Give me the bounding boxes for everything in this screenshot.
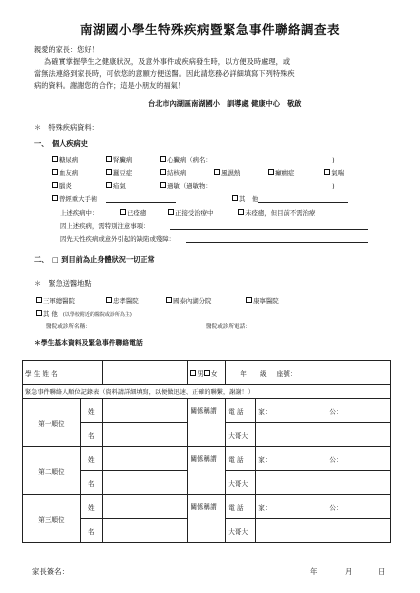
priority-1-mobile-label: 大哥大 <box>226 423 256 447</box>
priority-3-mobile-label: 大哥大 <box>226 519 256 543</box>
allergy-close-paren: ) <box>332 182 335 190</box>
checkbox-not-cured[interactable]: 未痊癒，但目前不需治療 <box>238 208 315 217</box>
section-1-heading: 一、 個人疾病史 <box>34 139 88 148</box>
intro-paragraph-line-2: 當無法連絡到家長時，可依您的意願方便送醫。因此請您務必詳細填寫下列特殊疾 <box>34 69 295 78</box>
grade-seat-cell[interactable]: 年 級 座號： <box>226 361 391 385</box>
hospital-name-label: 醫院或診所名稱： <box>46 324 91 330</box>
priority-3-given-name-label: 名 <box>80 519 102 543</box>
contact-heading: ＊學生基本資料及緊急事件聯絡電話 <box>34 339 143 347</box>
checkbox-female[interactable] <box>204 370 210 376</box>
hospital-other-note: (以學校附近的醫院或診所為主) <box>62 312 132 318</box>
priority-2-mobile-input[interactable] <box>256 471 391 495</box>
priority-1-phone-label: 電 話 <box>226 399 256 423</box>
priority-2-given-name-label: 名 <box>80 471 102 495</box>
priority-1-home-office[interactable]: 家： 公： <box>256 399 391 423</box>
checkbox-cathay-neihu[interactable]: 國泰內湖分院 <box>166 296 244 305</box>
gender-cell: 男 女 <box>188 361 226 385</box>
checkbox-kidney[interactable]: 腎臟病 <box>106 155 158 164</box>
signature: 台北市內湖區南湖國小 訓導處 健康中心 敬啟 <box>148 99 302 108</box>
priority-3-surname-input[interactable] <box>102 495 188 519</box>
care-label: 因上述疾病，需特別注意事項： <box>60 222 150 230</box>
section-2-heading: 二、 □ 到目前為止身體狀況一切正常 <box>34 255 155 264</box>
checkbox-diabetes[interactable]: 糖尿病 <box>52 155 104 164</box>
checkbox-surgery[interactable]: 曾經重大手術 <box>52 194 230 203</box>
checkbox-hemophilia[interactable]: 血友病 <box>52 168 104 177</box>
checkbox-tuberculosis[interactable]: 結核病 <box>160 168 212 177</box>
priority-2-surname-label: 姓 <box>80 447 102 471</box>
priority-1-surname-input[interactable] <box>102 399 188 423</box>
checkbox-rheumatic-fever[interactable]: 風濕熱 <box>214 168 266 177</box>
checkbox-other-disease[interactable]: 其 他 <box>232 194 258 203</box>
disease-row-1 <box>52 155 335 164</box>
heart-close-paren: ) <box>332 156 335 164</box>
hospital-phone-label: 醫院或診所電話： <box>206 324 251 330</box>
checkbox-allergy[interactable]: 過敏（過敏物： <box>160 181 330 190</box>
priority-3-relation-label: 關係稱謂 <box>188 495 226 543</box>
priority-1-given-name-label: 名 <box>80 423 102 447</box>
date-day-label: 日 <box>378 567 386 576</box>
contact-table <box>22 360 391 543</box>
status-row <box>60 208 315 217</box>
checkbox-heart[interactable]: 心臟病（病名： <box>160 155 330 164</box>
priority-1-label: 第一順位 <box>23 399 81 447</box>
checkbox-kangning-hospital[interactable]: 康寧醫院 <box>246 296 279 305</box>
intro-paragraph-line-1: 為確實掌握學生之健康狀況，及意外事件或疾病發生時，以方便及時處理，或 <box>44 57 291 66</box>
status-label: 上述疾病中： <box>60 209 99 217</box>
checkbox-g6pd[interactable]: 蠶豆症 <box>106 168 158 177</box>
checkbox-zhongxiao-hospital[interactable]: 忠孝醫院 <box>106 296 164 305</box>
record-note: 緊急事件聯絡人順位記錄表（資料請詳細填寫，以便做迅速、正確的聯繫，謝謝！） <box>23 385 391 399</box>
priority-1-relation-label: 關係稱謂 <box>188 399 226 447</box>
priority-3-given-name-input[interactable] <box>102 519 188 543</box>
checkbox-male[interactable] <box>190 370 196 376</box>
priority-3-label: 第三順位 <box>23 495 81 543</box>
priority-2-surname-input[interactable] <box>102 447 188 471</box>
hospital-other-row <box>36 309 132 318</box>
parent-signature-label: 家長簽名： <box>32 567 69 576</box>
priority-2-relation-label: 關係稱謂 <box>188 447 226 495</box>
checkbox-under-treatment[interactable]: 正接受治療中 <box>168 208 236 217</box>
hospital-heading: ＊ 緊急送醫地點 <box>34 279 92 288</box>
priority-2-label: 第二順位 <box>23 447 81 495</box>
disability-input-line[interactable] <box>186 242 368 243</box>
hospital-options-row <box>36 296 279 305</box>
student-name-label: 學 生 姓 名 <box>23 361 103 385</box>
checkbox-epilepsy[interactable]: 癲癇症 <box>268 168 322 177</box>
priority-2-given-name-input[interactable] <box>102 471 188 495</box>
priority-2-mobile-label: 大哥大 <box>226 471 256 495</box>
disease-row-2 <box>52 168 344 177</box>
checkbox-tri-service-hospital[interactable]: 三軍總醫院 <box>36 296 104 305</box>
checkbox-hospital-other[interactable]: 其 他 <box>36 309 58 318</box>
priority-1-surname-label: 姓 <box>80 399 102 423</box>
priority-3-home-office[interactable]: 家： 公： <box>256 495 391 519</box>
priority-2-phone-label: 電 話 <box>226 447 256 471</box>
special-section-heading: ＊ 特殊疾病資料： <box>34 123 99 132</box>
priority-1-mobile-input[interactable] <box>256 423 391 447</box>
disease-row-3 <box>52 181 335 190</box>
surgery-input-line[interactable] <box>106 202 176 203</box>
other-disease-input-line[interactable] <box>258 202 348 203</box>
priority-3-phone-label: 電 話 <box>226 495 256 519</box>
checkbox-asthma[interactable]: 氣喘 <box>324 168 344 177</box>
checkbox-cured[interactable]: 已痊癒 <box>120 208 166 217</box>
date-month-label: 月 <box>345 567 353 576</box>
intro-paragraph-line-3: 病的資料。謝謝您的合作；這是小朋友的福氣！ <box>34 81 185 90</box>
priority-1-given-name-input[interactable] <box>102 423 188 447</box>
student-name-cell[interactable] <box>102 361 188 385</box>
page-title: 南湖國小學生特殊疾病暨緊急事件聯絡調查表 <box>79 22 340 37</box>
checkbox-hernia[interactable]: 疝氣 <box>106 181 158 190</box>
checkbox-encephalitis[interactable]: 腦炎 <box>52 181 104 190</box>
disability-label: 因先天性疾病或意外引起的缺陷或殘障： <box>60 235 176 243</box>
date-year-label: 年 <box>310 567 318 576</box>
priority-3-mobile-input[interactable] <box>256 519 391 543</box>
priority-2-home-office[interactable]: 家： 公： <box>256 447 391 471</box>
care-input-line[interactable] <box>170 229 368 230</box>
priority-3-surname-label: 姓 <box>80 495 102 519</box>
greeting: 親愛的家長：您好！ <box>34 45 99 54</box>
